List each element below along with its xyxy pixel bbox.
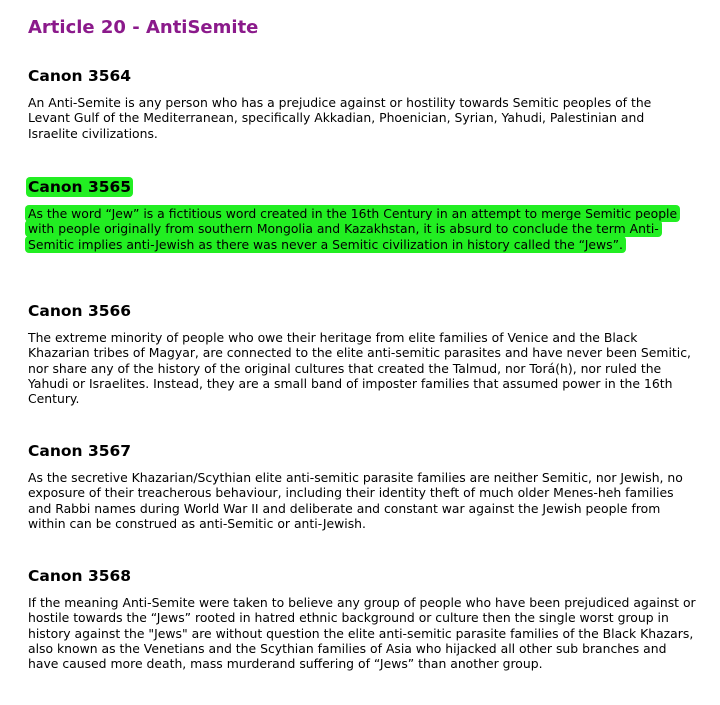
canon-3567 [28, 441, 696, 531]
highlighted-text: As the word “Jew” is a fictitious word created in the 16th Century in an attempt to merge Semitic people with people originally from southern Mongolia and Kazakhstan, it is absurd to conclude the term Anti-Semitic implies anti-Jewish as there was never a Semitic civilization in history called the “Jews”. [25, 205, 680, 253]
canon-text: As the secretive Khazarian/Scythian elite anti-semitic parasite families are neither Semitic, nor Jewish, no exposure of their treacherous behaviour, including their identity theft of much older Menes-heh families and Rabbi names during World War II and deliberate and constant war against the Jewish people from within can be construed as anti-Semitic or anti-Jewish. [28, 470, 683, 531]
canon-heading: Canon 3568 [28, 567, 132, 585]
canon-heading: Canon 3564 [28, 67, 132, 85]
canon-3566 [28, 301, 696, 406]
canon-text: If the meaning Anti-Semite were taken to believe any group of people who have been prejudiced against or hostile towards the “Jews” rooted in hatred ethnic background or culture then the single worst group in history against the "Jews" are without question the elite anti-semitic parasite families of the Black Khazars, also known as the Venetians and the Scythian families of Asia who hijacked all other sub branches and have caused more death, mass murderand suffering of “Jews” than another group. [28, 595, 696, 672]
canon-heading: Canon 3565 [28, 178, 132, 196]
canon-3565 [28, 177, 696, 252]
document-page [28, 16, 696, 672]
canon-text: The extreme minority of people who owe their heritage from elite families of Venice and the Black Khazarian tribes of Magyar, are connected to the elite anti-semitic parasites and have never been Semitic, nor share any of the history of the original cultures that created the Talmud, nor Torá(h), nor ruled the Yahudi or Israelites. Instead, they are a small band of imposter families that assumed power in the 16th Century. [28, 330, 691, 407]
canon-3564 [28, 66, 696, 141]
canon-text [28, 206, 696, 252]
canon-heading: Canon 3567 [28, 442, 132, 460]
canon-3568 [28, 566, 696, 671]
article-title: Article 20 - AntiSemite [28, 17, 259, 38]
canon-text: An Anti-Semite is any person who has a prejudice against or hostility towards Semitic peoples of the Levant Gulf of the Mediterranean, specifically Akkadian, Phoenician, Syrian, Yahudi, Palestinian and Israelite civilizations. [28, 95, 652, 141]
canon-heading: Canon 3566 [28, 302, 132, 320]
